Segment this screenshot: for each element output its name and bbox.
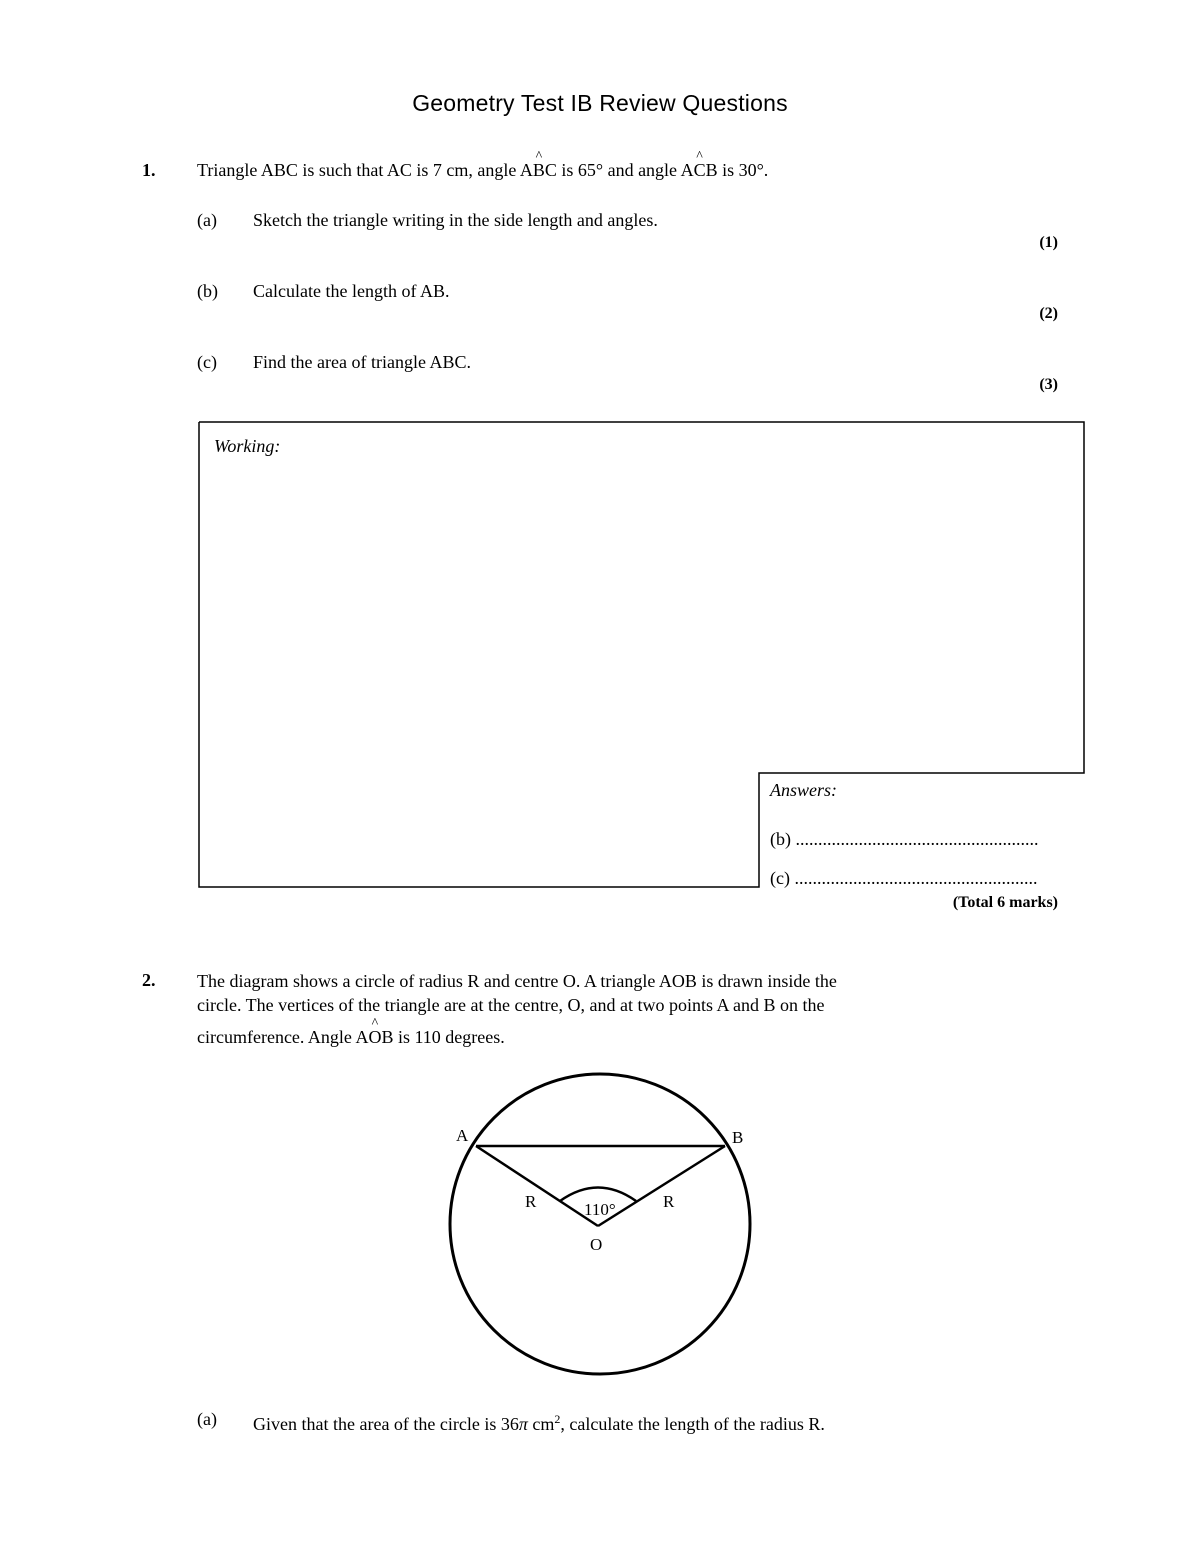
page-title: Geometry Test IB Review Questions [412, 90, 788, 116]
pi-symbol: π [518, 1414, 528, 1434]
q1-part-c-label: (c) [197, 352, 217, 372]
label-o: O [590, 1235, 603, 1254]
q2-part-a-label: (a) [197, 1409, 217, 1429]
q1-part-a-text: Sketch the triangle writing in the side length and angles. [253, 210, 658, 230]
label-r-right: R [663, 1192, 675, 1211]
q1-stem-part2: is 65° and angle [556, 160, 681, 180]
angle-arc [560, 1188, 636, 1202]
q1-part-c-text: Find the area of triangle ABC. [253, 352, 471, 372]
answer-c-line[interactable]: (c) ...................................................... [770, 868, 1038, 888]
label-b: B [732, 1128, 744, 1147]
q1-total-marks: (Total 6 marks) [952, 894, 1058, 911]
q1-part-b-label: (b) [197, 281, 218, 301]
q1-angle-acb: A ^ CB [680, 149, 718, 180]
radius-oa [476, 1146, 598, 1226]
question-2-number: 2. [142, 970, 156, 990]
q2-part-a-text: Given that the area of the circle is 36π $cm^2$, calculate the length of the radius R. [253, 1412, 825, 1434]
q2-line-3-part2: is 110 degrees. [393, 1027, 505, 1047]
answer-b-line[interactable]: (b) ...................................................... [770, 829, 1039, 849]
q1-part-b-marks: (2) [1039, 305, 1058, 322]
angle-label: 110° [584, 1200, 616, 1219]
q1-angle-abc: A ^ BC [519, 149, 557, 180]
label-r-left: R [525, 1192, 537, 1211]
radius-ob [598, 1146, 725, 1226]
q2-angle-aob: A ^ OB [355, 1016, 394, 1047]
q1-stem-part1: Triangle ABC is such that AC is 7 cm, angle [197, 160, 520, 180]
q2-line-2: circle. The vertices of the triangle are at the centre, O, and at two points A and B on the [197, 995, 825, 1015]
q1-part-a-marks: (1) [1039, 234, 1058, 251]
q1-part-c-marks: (3) [1039, 376, 1058, 393]
q1-part-b-text: Calculate the length of AB. [253, 281, 450, 301]
label-a: A [456, 1126, 469, 1145]
q1-part-a-label: (a) [197, 210, 217, 230]
answers-label: Answers: [770, 780, 837, 800]
working-label: Working: [214, 436, 281, 456]
q2-line-3-part1: circumference. Angle [197, 1027, 356, 1047]
q1-stem-part3: is 30°. [717, 160, 769, 180]
q2-line-1: The diagram shows a circle of radius R and centre O. A triangle AOB is drawn inside the [197, 971, 837, 991]
question-1-number: 1. [142, 160, 156, 180]
